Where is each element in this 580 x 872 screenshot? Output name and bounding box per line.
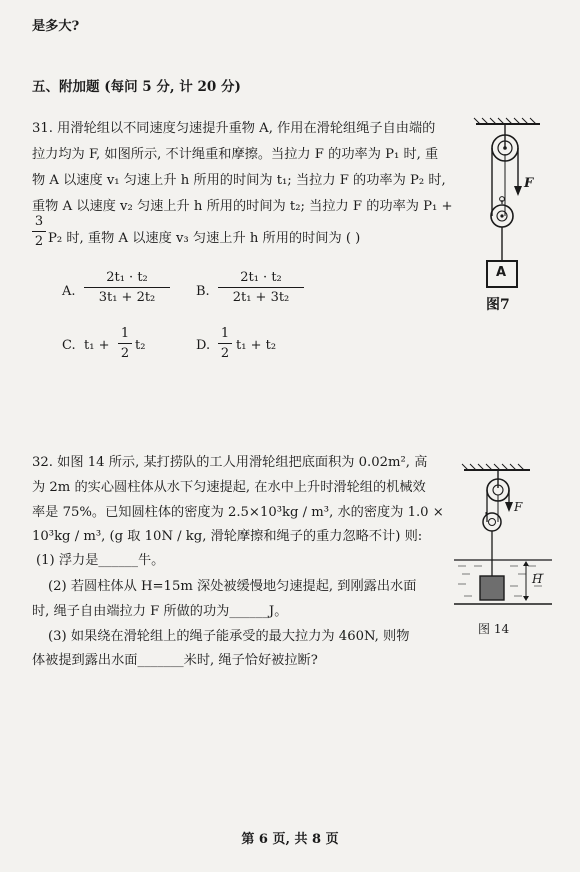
- option-a-label: A.: [62, 284, 76, 299]
- fig7-force-label: F: [524, 176, 534, 191]
- q31-line-4: 重物 A 以速度 v₂ 匀速上升 h 所用的时间为 t₂; 当拉力 F 的功率为 P₁ +: [32, 199, 453, 214]
- previous-question-ending: 是多大?: [32, 19, 80, 34]
- q31-option-c: [62, 326, 172, 370]
- option-c-label: C.: [62, 338, 76, 353]
- q31-option-b: [196, 270, 316, 320]
- figure-14-caption: 图 14: [478, 622, 510, 636]
- option-b-numerator: 2t₁ · t₂: [218, 270, 304, 288]
- option-d-numerator: 1: [218, 326, 232, 344]
- pulley-diagram-7: [472, 116, 544, 306]
- option-c-prefix: t₁ +: [84, 338, 110, 353]
- option-a-fraction: [84, 270, 170, 305]
- q31-line-5: P₂ 时, 重物 A 以速度 v₃ 匀速上升 h 所用的时间为 ( ): [48, 231, 361, 246]
- figure-7-caption: 图7: [486, 297, 510, 313]
- fig7-block-label: A: [496, 265, 507, 280]
- option-d-suffix: t₁ + t₂: [236, 338, 277, 353]
- q31-coef-numerator: 3: [32, 214, 46, 232]
- option-c-fraction: [118, 326, 132, 361]
- q31-coef-denominator: 2: [34, 234, 44, 249]
- q32-line-4: 10³kg / m³, (g 取 10N / kg, 滑轮摩擦和绳子的重力忽略不计) 则:: [32, 529, 423, 544]
- q32-part-3: (3) 如果绕在滑轮组上的绳子能承受的最大拉力为 460N, 则物: [48, 629, 410, 644]
- option-b-label: B.: [196, 284, 210, 299]
- q31-option-a: [62, 270, 182, 320]
- q31-line-3: 物 A 以速度 v₁ 匀速上升 h 所用的时间为 t₁; 当拉力 F 的功率为 P₂ 时,: [32, 173, 446, 188]
- option-c-denominator: 2: [120, 346, 130, 361]
- q31-coefficient-fraction: [32, 214, 46, 249]
- option-d-fraction: [218, 326, 232, 361]
- pulley-diagram-14: [448, 462, 558, 622]
- q32-part-2-cont: 时, 绳子自由端拉力 F 所做的功为______J。: [32, 604, 288, 619]
- q32-line-3: 率是 75%。已知圆柱体的密度为 2.5×10³kg / m³, 水的密度为 1.0 ×: [32, 505, 444, 520]
- option-b-fraction: [218, 270, 304, 305]
- page-footer: 第 6 页, 共 8 页: [241, 832, 339, 847]
- section-title: 五、附加题 (每问 5 分, 计 20 分): [32, 79, 241, 95]
- figure-14: [448, 462, 558, 642]
- option-b-denominator: 2t₁ + 3t₂: [232, 290, 290, 305]
- option-d-label: D.: [196, 338, 211, 353]
- q31-line-1: 31. 用滑轮组以不同速度匀速提升重物 A, 作用在滑轮组绳子自由端的: [32, 121, 436, 136]
- option-d-denominator: 2: [220, 346, 230, 361]
- q31-line-2: 拉力均为 F, 如图所示, 不计绳重和摩擦。当拉力 F 的功率为 P₁ 时, 重: [32, 147, 439, 162]
- option-a-numerator: 2t₁ · t₂: [84, 270, 170, 288]
- q32-part-1: (1) 浮力是______牛。: [36, 553, 165, 568]
- figure-7: [472, 116, 544, 326]
- fig14-force-label: F: [514, 500, 523, 514]
- option-a-denominator: 3t₁ + 2t₂: [98, 290, 156, 305]
- option-c-numerator: 1: [118, 326, 132, 344]
- q32-line-2: 为 2m 的实心圆柱体从水下匀速提起, 在水中上升时滑轮组的机械效: [32, 480, 426, 495]
- q32-part-3-cont: 体被提到露出水面_______米时, 绳子恰好被拉断?: [32, 653, 318, 668]
- q32-part-2: (2) 若圆柱体从 H=15m 深处被缓慢地匀速提起, 到刚露出水面: [48, 579, 417, 594]
- q32-line-1: 32. 如图 14 所示, 某打捞队的工人用滑轮组把底面积为 0.02m², 高: [32, 455, 428, 470]
- option-c-suffix: t₂: [135, 338, 146, 353]
- q31-option-d: [196, 326, 306, 370]
- fig14-depth-label: H: [532, 572, 543, 586]
